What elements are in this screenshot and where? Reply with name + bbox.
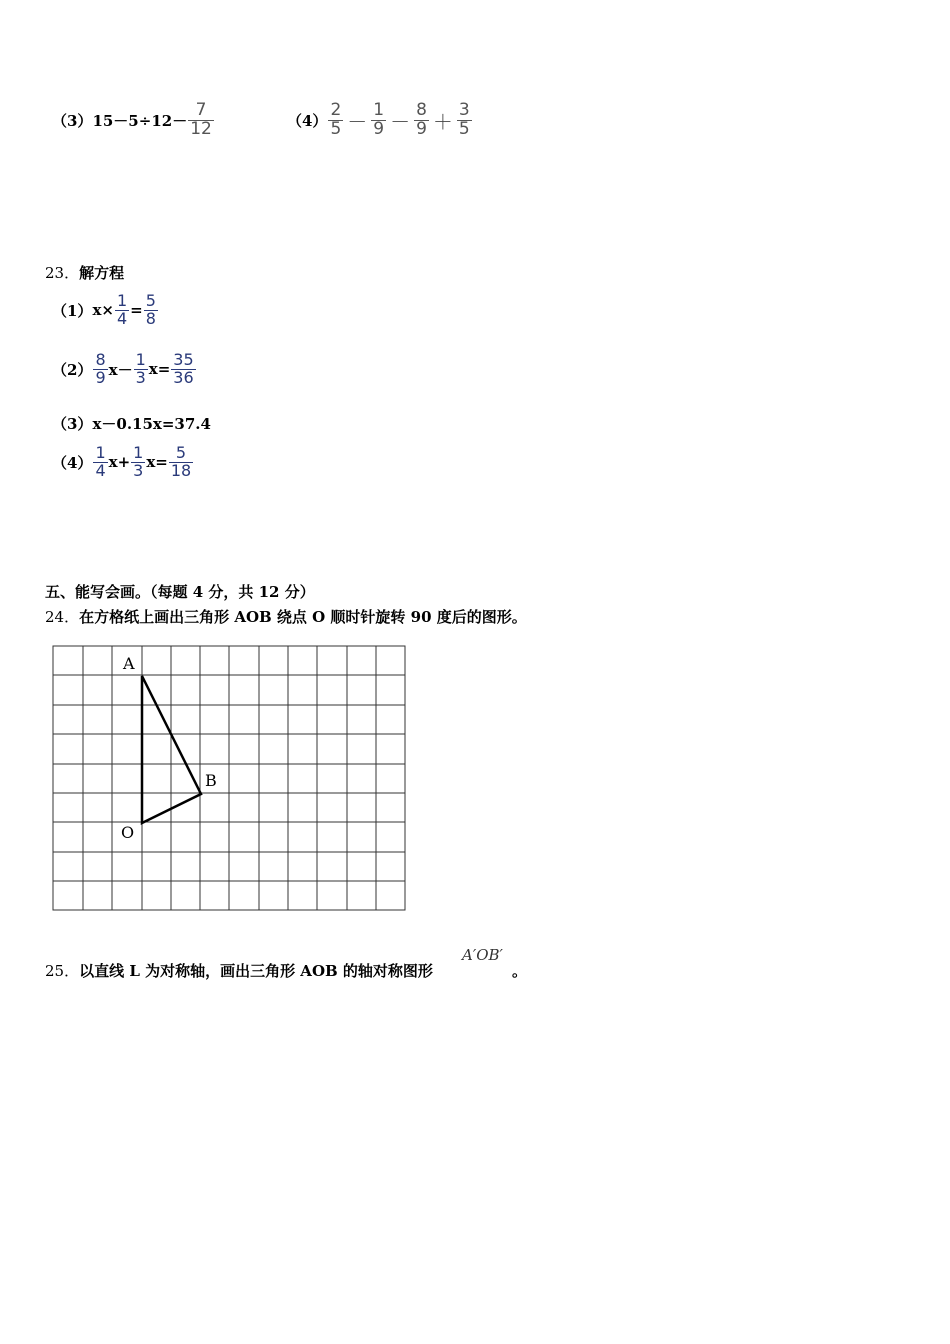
equation-label: （2）	[52, 360, 93, 379]
fraction-denominator: 9	[373, 118, 385, 139]
calc-4-label: （4）	[287, 111, 328, 130]
question-25	[45, 960, 433, 981]
operator-minus: －	[347, 109, 368, 134]
equation-text: x=	[148, 360, 171, 379]
question-text: 在方格纸上画出三角形 AOB 绕点 O 顺时针旋转 90 度后的图形。	[79, 608, 527, 626]
fraction-numerator: 2	[330, 100, 342, 120]
fraction-denominator: 18	[170, 460, 192, 480]
fraction-denominator: 4	[116, 308, 128, 328]
grid-lines	[53, 646, 405, 910]
formula-a-prime-o-b-prime: A′OB′	[462, 946, 503, 964]
fraction-numerator: 35	[173, 350, 194, 369]
fraction-denominator: 9	[95, 367, 106, 387]
fraction-denominator: 5	[330, 118, 342, 139]
point-a-label: A	[123, 654, 135, 673]
equation-text: x×	[92, 301, 114, 320]
fraction-numerator: 1	[373, 100, 385, 120]
fraction-numerator: 8	[95, 350, 106, 369]
equation-label: （4）	[52, 453, 93, 472]
fraction-numerator: 1	[133, 443, 144, 462]
point-o-label: O	[121, 823, 135, 842]
question-text: 以直线 L 为对称轴，画出三角形 AOB 的轴对称图形	[79, 962, 433, 980]
fraction-denominator: 5	[458, 118, 470, 139]
fraction-denominator: 36	[173, 367, 194, 387]
calc-3-label: （3）	[52, 111, 93, 130]
fraction-numerator: 7	[195, 100, 207, 120]
question-number: 24．	[45, 608, 80, 626]
fraction-denominator: 12	[190, 118, 212, 139]
fraction-numerator: 1	[95, 443, 106, 462]
equation-text: x+	[108, 453, 131, 472]
fraction-denominator: 9	[416, 118, 427, 139]
equation-label: （1）	[52, 301, 93, 320]
fraction-numerator: 5	[175, 443, 187, 462]
question-title: 解方程	[79, 264, 125, 282]
fraction-denominator: 8	[145, 308, 156, 328]
operator-plus: ＋	[432, 109, 453, 134]
equation-text: x=	[146, 453, 168, 472]
fraction-denominator: 3	[133, 460, 144, 480]
question-number: 25．	[45, 962, 80, 980]
equation-text: x－0.15x=37.4	[92, 415, 211, 433]
fraction-numerator: 5	[145, 291, 156, 310]
operator-minus: －	[390, 109, 411, 134]
fraction-denominator: 4	[95, 460, 106, 480]
point-b-label: B	[205, 771, 217, 790]
equation-text: =	[130, 301, 143, 320]
calc-3-expression: 15－5÷12－	[92, 111, 188, 130]
equation-label: （3）	[52, 415, 93, 433]
fraction-denominator: 3	[135, 367, 146, 387]
equation-text: x－	[108, 360, 133, 379]
question-number: 23．	[45, 264, 80, 282]
fraction-numerator: 1	[135, 350, 146, 369]
fraction-numerator: 3	[458, 100, 470, 120]
question-25-end: 。	[512, 962, 528, 980]
fraction-numerator: 1	[116, 291, 128, 310]
section-title: 五、能写会画。（每题 4 分，共 12 分）	[45, 583, 315, 601]
fraction-numerator: 8	[416, 100, 427, 120]
